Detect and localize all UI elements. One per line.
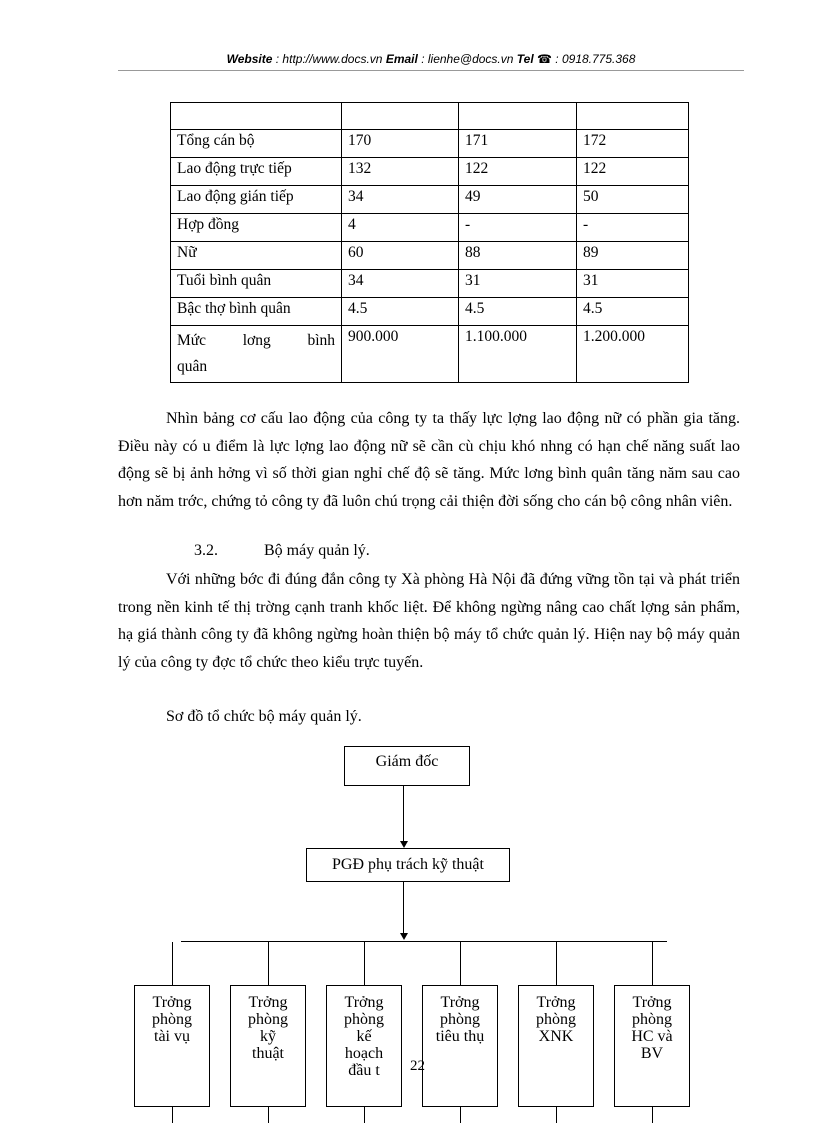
- table-row: [171, 326, 689, 383]
- connector-line: [556, 942, 557, 985]
- table-row: [171, 298, 689, 326]
- table-cell: 34: [342, 270, 459, 298]
- table-cell: 122: [577, 158, 689, 186]
- table-cell: Lao động trực tiếp: [171, 158, 342, 186]
- arrow-down-icon: [400, 841, 408, 848]
- table-cell: 34: [342, 186, 459, 214]
- connector-line: [364, 1107, 365, 1123]
- table-cell: [459, 103, 577, 130]
- table-cell: 900.000: [342, 326, 459, 383]
- connector-line: [556, 1107, 557, 1123]
- connector-line: [268, 942, 269, 985]
- table-row: [171, 130, 689, 158]
- table-cell: Lao động gián tiếp: [171, 186, 342, 214]
- table-cell: 31: [577, 270, 689, 298]
- paragraph-labor-analysis: Nhìn bảng cơ cấu lao động của công ty ta thấy lực lợng lao động nữ có phần gia tăng. Điều này có u điểm là lực lợng lao động nữ sẽ cần cù chịu khó nhng có hạn chế năng suất lao động sẽ bị ảnh hởng vì số thời gian nghỉ chế độ sẽ tăng. Mức lơng bình quân tăng năm sau cao hơn năm trớc, chứng tỏ công ty đã luôn chú trọng cải thiện đời sống cho cán bộ công nhân viên.: [118, 410, 740, 510]
- table-row: [171, 214, 689, 242]
- table-cell: 4: [342, 214, 459, 242]
- website-label: Website: [226, 52, 273, 66]
- table-cell: 49: [459, 186, 577, 214]
- paragraph-management: Với những bớc đi đúng đắn công ty Xà phòng Hà Nội đã đứng vững tồn tại và phát triển trong nền kinh tế thị trờng cạnh tranh khốc liệt. Để không ngừng nâng cao chất lợng sản phẩm, hạ giá thành công ty đã không ngừng hoàn thiện bộ máy tổ chức quản lý. Hiện nay bộ máy quản lý của công ty đợc tổ chức theo kiểu trực tuyến.: [118, 571, 740, 671]
- table-row: [171, 242, 689, 270]
- connector-line: [172, 1107, 173, 1123]
- org-box-director: Giám đốc: [344, 746, 470, 786]
- table-cell: 4.5: [342, 298, 459, 326]
- table-cell: 88: [459, 242, 577, 270]
- connector-line: [364, 942, 365, 985]
- connector-line: [460, 1107, 461, 1123]
- org-box-deputy: PGĐ phụ trách kỹ thuật: [306, 848, 510, 882]
- org-box-department: Trởng phòng kỹ thuật: [230, 985, 306, 1107]
- table-cell: -: [577, 214, 689, 242]
- table-cell: [342, 103, 459, 130]
- section-heading: [194, 542, 370, 560]
- section-title: Bộ máy quản lý.: [264, 542, 370, 559]
- table-cell: Bậc thợ bình quân: [171, 298, 342, 326]
- org-box-department: Trởng phòng HC và BV: [614, 985, 690, 1107]
- table-cell: 171: [459, 130, 577, 158]
- tel-value: ☎ : 0918.775.368: [537, 52, 636, 66]
- connector-line: [172, 942, 173, 985]
- paragraph-chart-caption: Sơ đồ tổ chức bộ máy quản lý.: [166, 708, 362, 725]
- table-cell: Mức lơng bình quân: [171, 326, 342, 383]
- labor-structure-table: [170, 102, 689, 383]
- table-cell: -: [459, 214, 577, 242]
- header-divider: [118, 70, 744, 71]
- email-label: Email: [385, 52, 418, 66]
- connector-line: [460, 942, 461, 985]
- table-cell: 50: [577, 186, 689, 214]
- org-box-department: Trởng phòng XNK: [518, 985, 594, 1107]
- arrow-down-icon: [400, 933, 408, 940]
- table-row: [171, 186, 689, 214]
- table-cell: [577, 103, 689, 130]
- connector-line: [268, 1107, 269, 1123]
- org-box-department: Trởng phòng tài vụ: [134, 985, 210, 1107]
- table-cell: 4.5: [459, 298, 577, 326]
- page-number: 22: [410, 1058, 425, 1074]
- table-cell: 122: [459, 158, 577, 186]
- org-box-department: Trởng phòng tiêu thụ: [422, 985, 498, 1107]
- table-cell: 170: [342, 130, 459, 158]
- table-cell: 31: [459, 270, 577, 298]
- table-cell: Hợp đồng: [171, 214, 342, 242]
- connector-line: [403, 786, 404, 842]
- table-cell: Tuổi bình quân: [171, 270, 342, 298]
- connector-line: [652, 942, 653, 985]
- page-header: [118, 52, 744, 66]
- table-cell: 60: [342, 242, 459, 270]
- connector-bus-line: [181, 941, 667, 942]
- table-cell: 1.100.000: [459, 326, 577, 383]
- table-row: [171, 270, 689, 298]
- table-cell: 132: [342, 158, 459, 186]
- section-number: 3.2.: [194, 542, 218, 559]
- table-row: [171, 158, 689, 186]
- tel-label: Tel: [516, 52, 534, 66]
- table-cell: Tổng cán bộ: [171, 130, 342, 158]
- connector-line: [652, 1107, 653, 1123]
- table-cell: Nữ: [171, 242, 342, 270]
- table-cell: 172: [577, 130, 689, 158]
- table-cell: 1.200.000: [577, 326, 689, 383]
- connector-line: [403, 881, 404, 933]
- email-value: : lienhe@docs.vn: [421, 52, 514, 66]
- table-cell: [171, 103, 342, 130]
- table-cell: 4.5: [577, 298, 689, 326]
- table-cell: 89: [577, 242, 689, 270]
- table-row: [171, 103, 689, 130]
- org-box-department: Trởng phòng kế hoạch đầu t: [326, 985, 402, 1107]
- website-value: : http://www.docs.vn: [275, 52, 383, 66]
